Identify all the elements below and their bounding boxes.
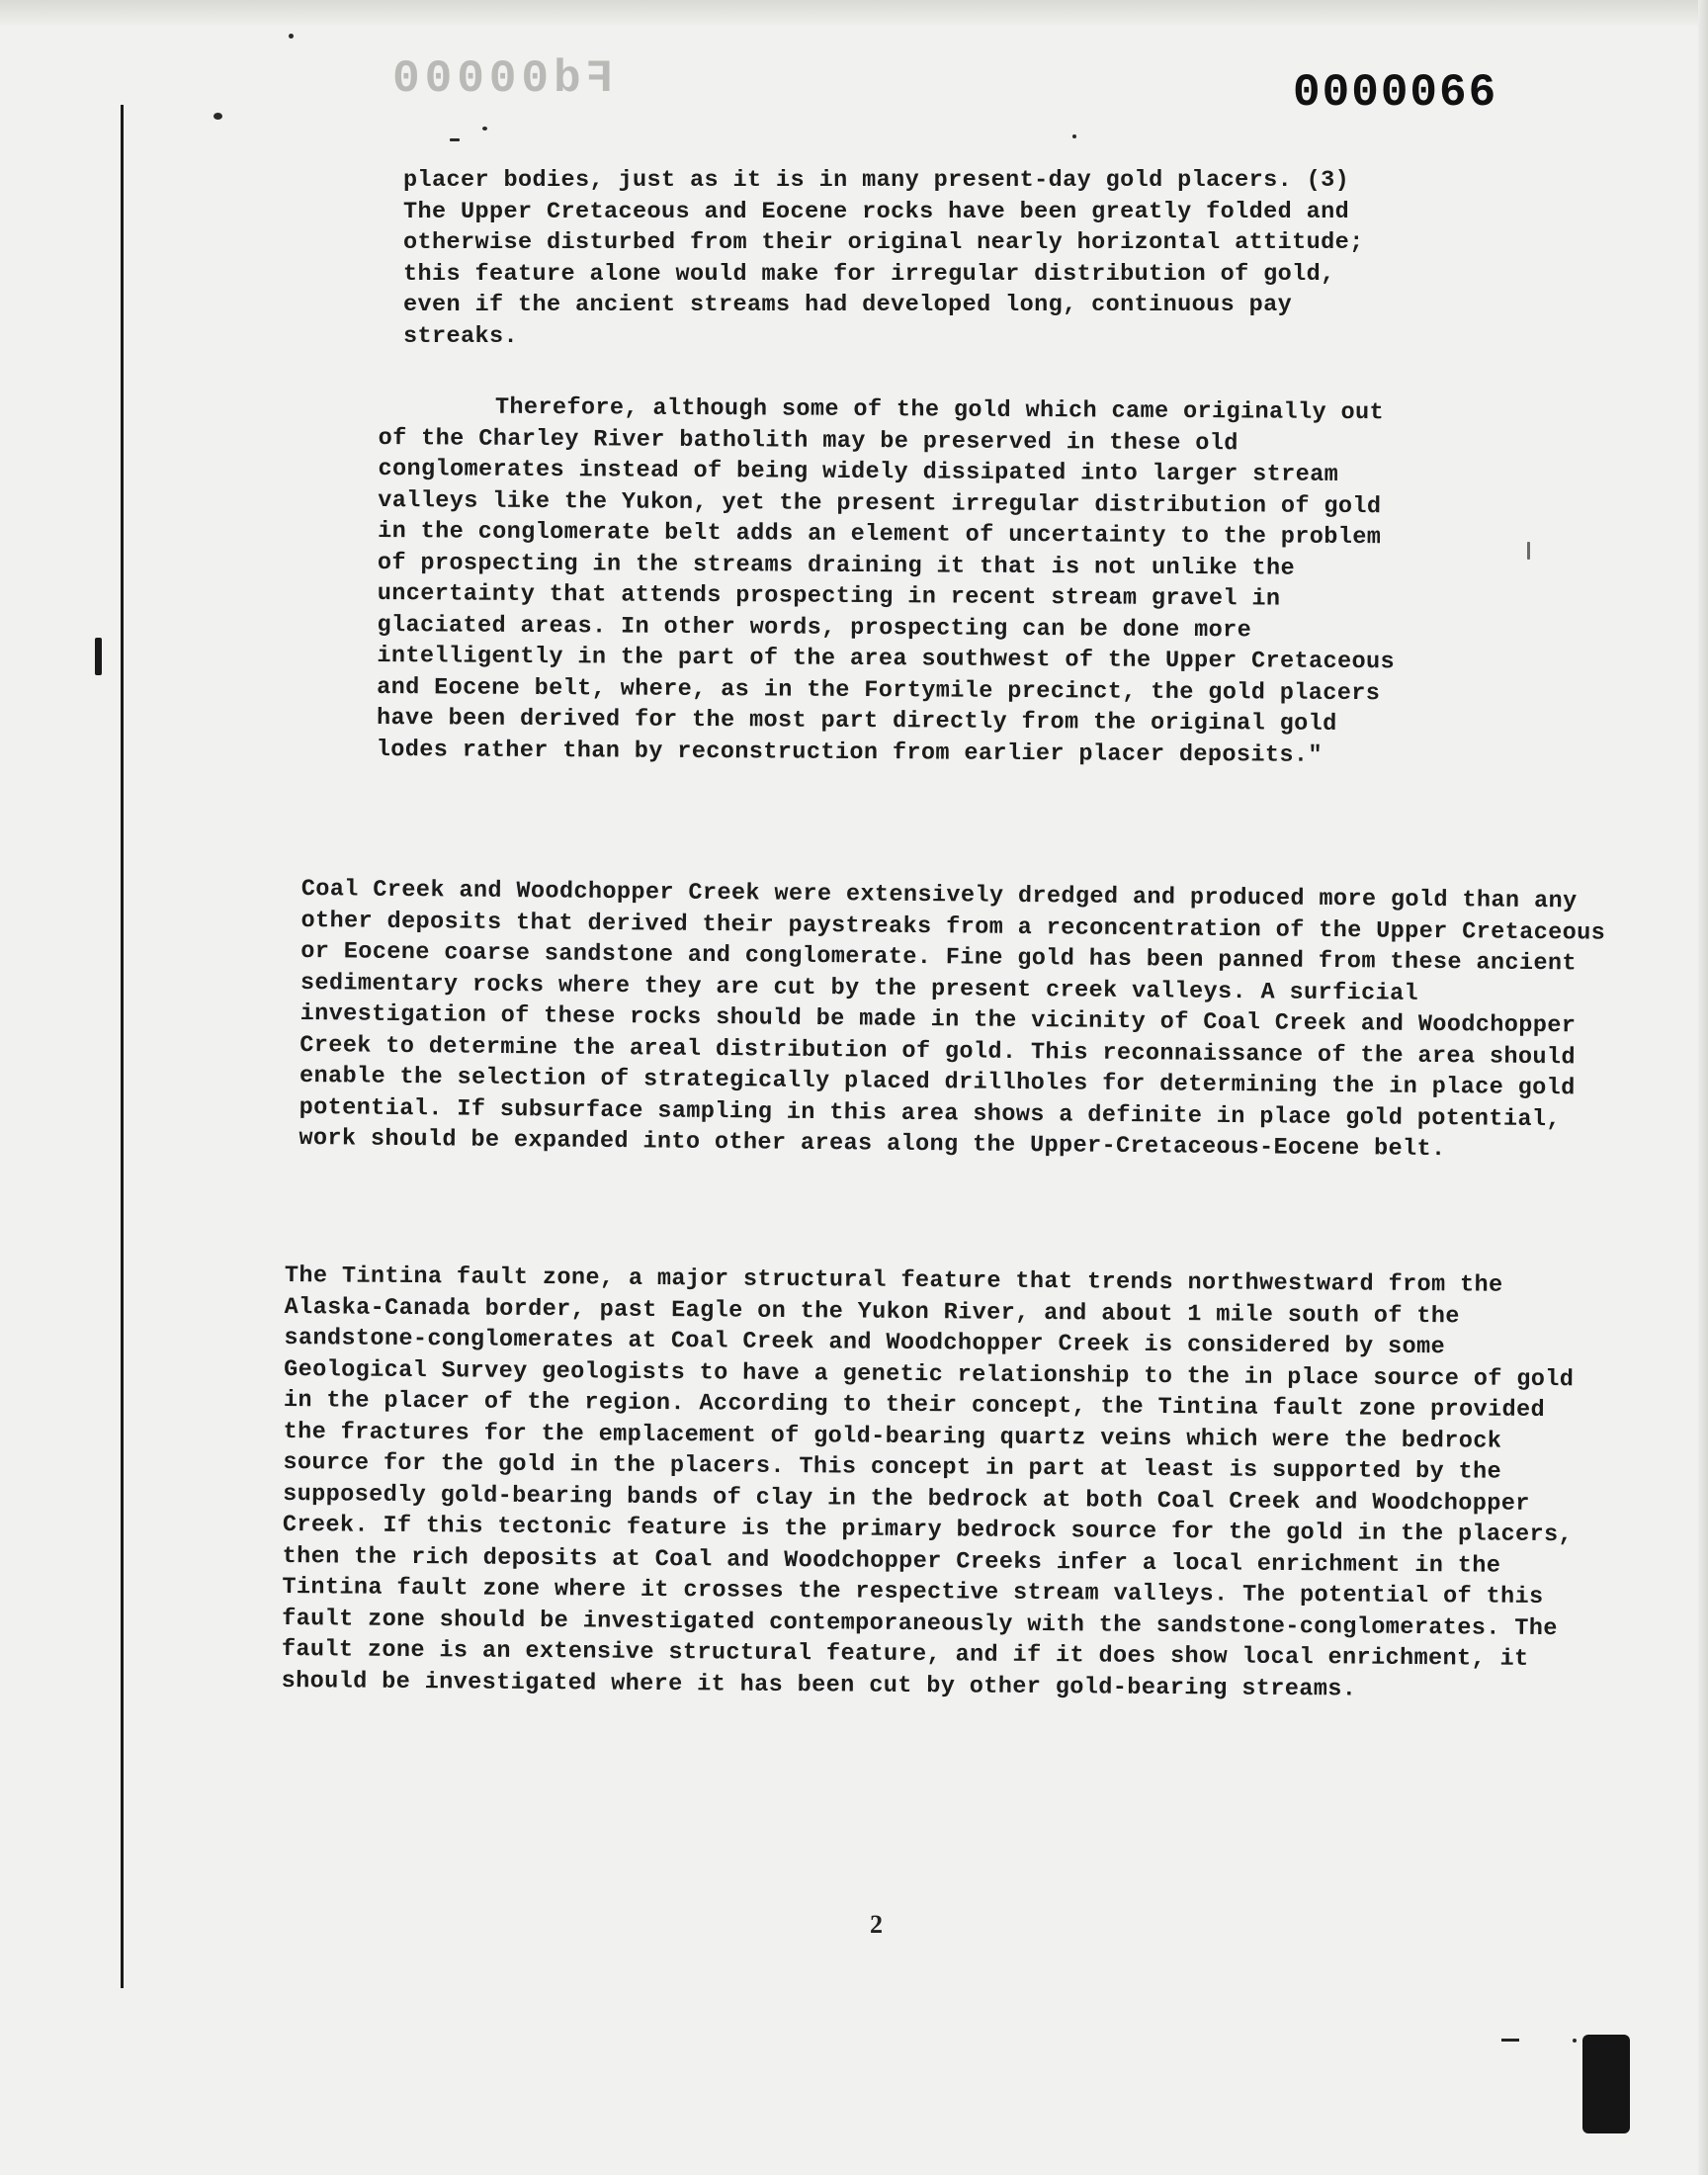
scan-speck (1573, 2039, 1577, 2043)
scan-speck (482, 127, 487, 130)
margin-rule (121, 105, 124, 1988)
scan-speck (289, 34, 294, 39)
page-number: 2 (870, 1910, 883, 1939)
margin-mark (95, 638, 102, 675)
faded-bates-number: Fd00000 (387, 53, 614, 105)
scan-speck (450, 138, 460, 141)
corner-tab-mark (1582, 2035, 1630, 2133)
scan-speck (214, 113, 222, 120)
scan-right-edge (1698, 0, 1708, 2175)
scan-speck (1527, 542, 1530, 560)
body-paragraph-3: Coal Creek and Woodchopper Creek were extensively dredged and produced more gold than any other deposits that derived their paystreaks from a reconcentration of the Upper Cretaceous or Eocene coarse sandstone and conglomerate. Fine gold has been panned from these ancient sedimentary rocks where they are cut by the present creek valleys. A surficial investigation of these rocks should be made in the vicinity of Coal Creek and Woodchopper Creek to determine the areal distribution of gold. This reconnaissance of the area should enable the selection of strategically placed drillholes for determining the in place gold potential. If subsurface sampling in this area shows a definite in place gold potential, work should be expanded into other areas along the Upper-Cretaceous-Eocene belt. (299, 875, 1606, 1164)
corner-dash (1501, 2039, 1519, 2042)
bates-number: 0000066 (1293, 67, 1498, 119)
scan-top-edge (0, 0, 1708, 26)
body-paragraph-2: Therefore, although some of the gold which came originally out of the Charley River batholith may be preserved in these old conglomerates instead of being widely dissipated into larger stream valleys like the Yukon, yet the present irregular distribution of gold in the conglomerate belt adds an element of uncertainty to the problem of prospecting in the streams draining it that is not unlike the uncertainty that attends prospecting in recent stream gravel in glaciated areas. In other words, prospecting can be done more intelligently in the part of the area southwest of the Upper Cretaceous and Eocene belt, where, as in the Fortymile precinct, the gold placers have been derived for the most part directly from the original gold lodes rather than by reconstruction from earlier placer deposits." (376, 393, 1396, 769)
body-paragraph-4: The Tintina fault zone, a major structural feature that trends northwestward from the Alaska-Canada border, past Eagle on the Yukon River, and about 1 mile south of the sandstone-conglomerates at Coal Creek and Woodchopper Creek is considered by some Geological Survey geologists to have a genetic relationship to the in place source of gold in the placer of the region. According to their concept, the Tintina fault zone provided the fractures for the emplacement of gold-bearing quartz veins which were the bedrock source for the gold in the placers. This concept in part at least is supported by the supposedly gold-bearing bands of clay in the bedrock at both Coal Creek and Woodchopper Creek. If this tectonic feature is the primary bedrock source for the gold in the placers, then the rich deposits at Coal and Woodchopper Creeks infer a local enrichment in the Tintina fault zone where it crosses the respective stream valleys. The potential of this fault zone should be investigated contemporaneously with the sandstone-conglomerates. The fault zone is an extensive structural feature, and if it does show local enrichment, it should be investigated where it has been cut by other gold-bearing streams. (281, 1262, 1575, 1703)
scan-speck (1072, 134, 1076, 138)
body-paragraph-1: placer bodies, just as it is in many present-day gold placers. (3) The Upper Cretaceous and Eocene rocks have been greatly folded and otherwise disturbed from their original nearly horizontal attitude; this feature alone would make for irregular distribution of gold, even if the ancient streams had developed long, continuous pay streaks. (403, 167, 1364, 350)
